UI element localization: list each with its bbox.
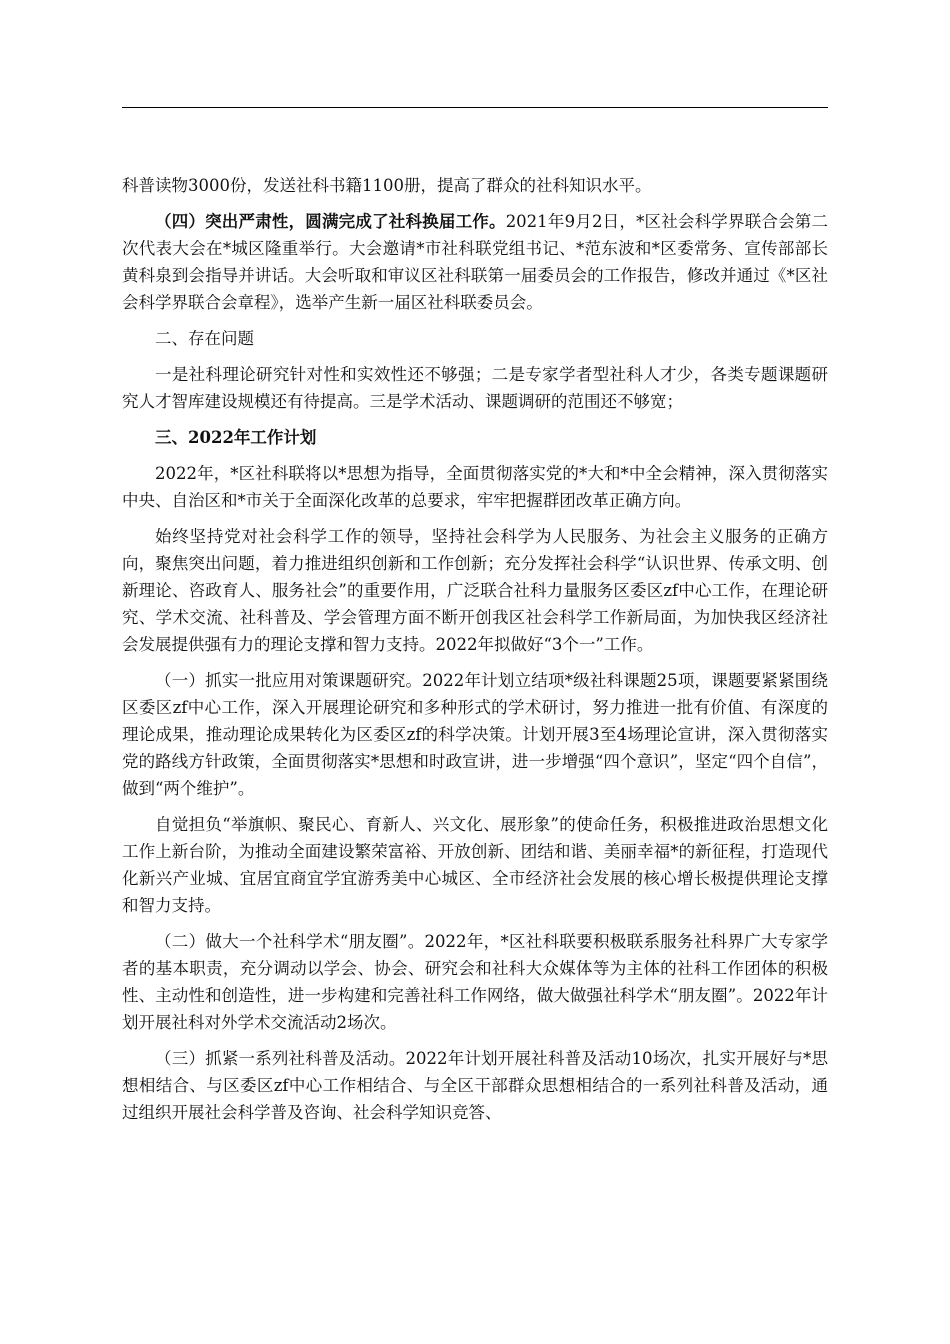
heading-plan-2022: 三、2022年工作计划 <box>155 428 317 447</box>
paragraph-problems: 一是社科理论研究针对性和实效性还不够强；二是专家学者型社科人才少，各类专题课题研究人才智库建设规模还有待提高。三是学术活动、课题调研的范围还不够宽； <box>122 365 828 411</box>
paragraph-leadership: 始终坚持党对社会科学工作的领导，坚持社会科学为人民服务、为社会主义服务的正确方向，聚焦突出问题，着力推进组织创新和工作创新；充分发挥社会科学“认识世界、传承文明、创新理论、咨政育人、服务社会”的重要作用，广泛联合社科力量服务区委区zf中心工作，在理论研究、学术交流、社科普及、学会管理方面不断开创我区社会科学工作新局面，为加快我区经济社会发展提供强有力的理论支撑和智力支持。2022年拟做好“3个一”工作。 <box>122 527 828 654</box>
paragraph-item-1: （一）抓实一批应用对策课题研究。2022年计划立结项*级社科课题25项，课题要紧紧围绕区委区zf中心工作，深入开展理论研究和多种形式的学术研讨，努力推进一批有价值、有深度的理论成果，推动理论成果转化为区委区zf的科学决策。计划开展3至4场理论宣讲，深入贯彻落实党的路线方针政策，全面贯彻落实*思想和时政宣讲，进一步增强“四个意识”，坚定“四个自信”，做到“两个维护”。 <box>122 671 828 798</box>
paragraph-lead: （四）突出严肃性，圆满完成了社科换届工作。 <box>155 212 506 231</box>
paragraph-mission: 自觉担负“举旗帜、聚民心、育新人、兴文化、展形象”的使命任务，积极推进政治思想文化工作上新台阶，为推动全面建设繁荣富裕、开放创新、团结和谐、美丽幸福*的新征程，打造现代化新兴产业城、宜居宜商宜学宜游秀美中心城区、全市经济社会发展的核心增长极提供理论支撑和智力支持。 <box>122 815 828 915</box>
paragraph-continuation: 科普读物3000份，发送社科书籍1100册，提高了群众的社科知识水平。 <box>122 176 652 195</box>
paragraph-item-3: （三）抓紧一系列社科普及活动。2022年计划开展社科普及活动10场次，扎实开展好与*思想相结合、与区委区zf中心工作相结合、与全区干部群众思想相结合的一系列社科普及活动，通过组织开展社会科学普及咨询、社会科学知识竞答、 <box>122 1049 828 1122</box>
header-rule <box>122 107 828 108</box>
paragraph-item-2: （二）做大一个社科学术“朋友圈”。2022年，*区社科联要积极联系服务社科界广大专家学者的基本职责，充分调动以学会、协会、研究会和社科大众媒体等为主体的社科工作团体的积极性、主动性和创造性，进一步构建和完善社科工作网络，做大做强社科学术“朋友圈”。2022年计划开展社科对外学术交流活动2场次。 <box>122 932 828 1032</box>
paragraph-text: 2021年9月2日，*区社会科学界联合会第二次代表大会在*城区隆重举行。大会邀请*市社科联党组书记、*范东波和*区委常务、宣传部部长黄科泉到会指导并讲话。大会听取和审议区社科联第一届委员会的工作报告，修改并通过《*区社会科学界联合会章程》，选举产生新一届区社科联委员会。 <box>122 212 829 312</box>
paragraph-plan-intro: 2022年，*区社科联将以*思想为指导，全面贯彻落实党的*大和*中全会精神，深入贯彻落实中央、自治区和*市关于全面深化改革的总要求，牢牢把握群团改革正确方向。 <box>122 464 828 510</box>
paragraph-section-4 <box>122 208 828 316</box>
heading-problems: 二、存在问题 <box>155 329 254 348</box>
document-body <box>122 172 828 1135</box>
